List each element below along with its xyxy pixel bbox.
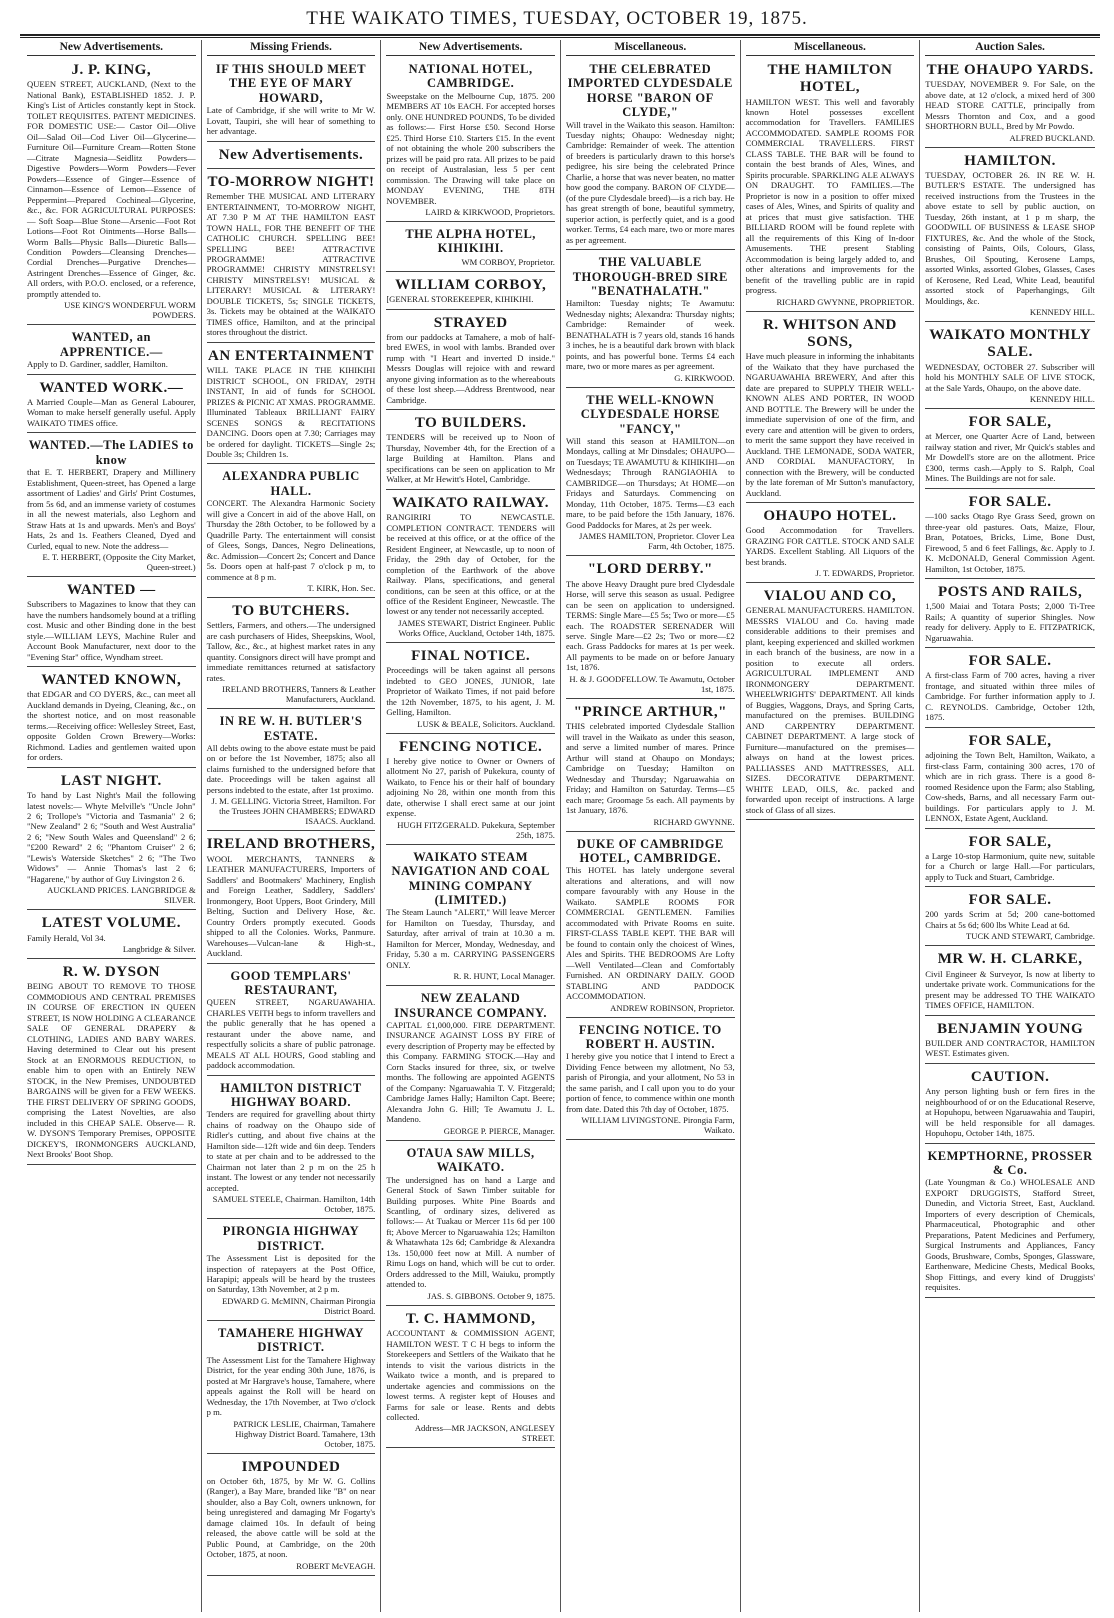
ad-headline: FOR SALE. [968, 493, 1052, 510]
advertisement [27, 377, 196, 434]
ad-headline: CAUTION. [970, 1068, 1050, 1085]
ad-body: WEDNESDAY, OCTOBER 27. Subscriber will hold his MONTHLY SALE OF LIVE STOCK, at the Sale Yards, Ohaupo, on the above date. [925, 361, 1095, 393]
advertisement [27, 327, 196, 374]
ad-headline: DUKE OF CAMBRIDGE HOTEL, CAMBRIDGE. [576, 836, 724, 865]
ad-headline: OHAUPO HOTEL. [763, 507, 897, 524]
masthead: THE WAIKATO TIMES, TUESDAY, OCTOBER 19, 1875. [306, 8, 808, 29]
ad-body: Have much pleasure in informing the inhabitants of the Waikato that they have purchased the NGARUAWAHIA BREWERY, And after this date are prepared to SUPPLY THEIR WELL-KNOWN ALES AND PORTER, IN WOOD AND BOTTLE. The Brewery will be under the immediate supervision of one of the firm, and every care and attention will be given to orders, to merit the same support they have received in Auckland. THE LEMONADE, SODA WATER, AND CORDIAL MANUFACTORY, In connection with the Brewery, will be conducted by the late foreman of Mr Sutton's manufactory, Auckland. [745, 351, 915, 498]
column-heading: Auction Sales. [925, 40, 1095, 56]
ad-body: Civil Engineer & Surveyor, Is now at liberty to undertake private work. Communications for the present may be addressed TO THE WAIKATO TIMES OFFICE, HAMILTON. [925, 968, 1095, 1011]
column-heading: New Advertisements. [27, 40, 196, 56]
column-heading: Miscellaneous. [746, 40, 915, 56]
ad-body: Any person lighting bush or fern fires in the neighbourhood of or on the Educational Reserve, at Hopuhopu, between Ngaruawahia and Taupiri, will be held responsible for all damages. Hopuhopu, October 14th, 1875. [925, 1086, 1095, 1139]
advertisement [925, 491, 1095, 579]
advertisement [27, 435, 196, 577]
ad-body: —100 sacks Otago Rye Grass Seed, grown on three-year old pastures. Oats, Maize, Flour, Bran, Potatoes, Bricks, Lime, Bone Dust, Firewood, 5 and 6 feet Fallings, &c. Apply to J. K. McDONALD, General Commission Agent. Hamilton, 1st October, 1875. [925, 511, 1095, 574]
ad-headline: WANTED, an APPRENTICE.— [59, 330, 163, 359]
column-heading: Miscellaneous. [566, 40, 735, 56]
advertisement [27, 669, 196, 768]
ad-signature: RICHARD GWYNNE. [653, 816, 735, 827]
column-3 [381, 40, 561, 1612]
ad-headline: IRELAND BROTHERS, [206, 836, 376, 853]
ad-body: The undersigned has on hand a Large and General Stock of Sawn Timber suitable for Building purposes. White Pine Boards and Scantling, of ordinary sizes, delivered as follows:— At Tuakau or Mercer 11s 6d per 100 ft; Above Mercer to Ngaruawahia 12s; Hamilton & Whatawhata 12s 6d; Cambridge & Alexandra 13s. 150,000 feet now at Mill. A number of Rimu Logs on hand, which will be cut to order. Orders addressed to the Mill, Waiuku, promptly attended to. [386, 1174, 555, 1290]
ad-headline: HAMILTON DISTRICT HIGHWAY BOARD. [220, 1080, 362, 1110]
ad-body: I hereby give you notice that I intend to Erect a Dividing Fence between my allotment, No 53, parish of Pirongia, and your allotment, No 53 in the same parish, and I call upon you to do your portion of fence, to commence within one month from date. Dated this 7th day of October, 1875. [565, 1051, 735, 1114]
ad-body: GENERAL MANUFACTURERS. HAMILTON. MESSRS VIALOU and Co. having made considerable additions to their premises and plant, keeping experienced and skilled workmen in each branch of the business, are now in a position to execute all orders. AGRICULTURAL IMPLEMENT AND IRONMONGERY DEPARTMENT. WHEELWRIGHTS' DEPARTMENT. All kinds of Buggies, Waggons, Drays, and Spring Carts, manufactured on the premises. BUILDING AND CARPENTRY DEPARTMENT. CABINET DEPARTMENT. A large stock of Furniture—manufactured on the premises—always on hand at the lowest prices. PALLIASSES AND MATTRESSES, ALL SIZES. DECORATIVE DEPARTMENT. WHITE LEAD, OILS, &c. packed and forwarded upon receipt of instructions. A large stock of Glass of all sizes. [745, 605, 915, 815]
advertisement [386, 1308, 555, 1449]
ad-signature: EDWARD G. McMINN, Chairman Pirongia District Board. [222, 1295, 376, 1316]
column-heading: Missing Friends. [207, 40, 376, 56]
advertisement [746, 59, 915, 312]
ad-headline: IMPOUNDED [241, 1458, 341, 1475]
ad-signature: G. KIRKWOOD. [674, 372, 735, 383]
ad-signature: J. M. GELLING. Victoria Street, Hamilton. For the Trustees JOHN CHAMBERS; EDWARD ISAACS. Auckland. [211, 796, 376, 827]
ad-body: a Large 10-stop Harmonium, quite new, suitable for a Church or large Hall.—For particulars, apply to Tuck and Stuart, Cambridge. [925, 850, 1095, 882]
advertisement [925, 324, 1095, 409]
advertisement [207, 144, 376, 169]
ad-body: QUEEN STREET, NGARUAWAHIA. CHARLES VEITH begs to inform travellers and the public generally that he has opened a restaurant under the above name, and respectfully solicits a share of public patronage. MEALS AT ALL HOURS, Good stabling and paddock accommodation. [206, 997, 376, 1071]
ad-body: The Assessment List for the Tamahere Highway District, for the year ending 30th June, 1876, is posted at Mr Hargrave's house, Tamahere, where appeals against the Roll will be heard on Wednesday, the 17th November, at Two o'clock p m. [206, 1354, 376, 1418]
ad-headline: WANTED KNOWN, [41, 672, 182, 689]
ad-signature: KENNEDY HILL. [1029, 307, 1095, 318]
advertisement [386, 312, 555, 411]
ad-body: CAPITAL £1,000,000. FIRE DEPARTMENT. INSURANCE AGAINST LOSS BY FIRE of every description of Property may be effected by this Company. FARMING STOCK.—Hay and Corn Stacks insured for three, six, or twelve months. The following are appointed AGENTS of the Company: Ngaruawahia T. V. Fitzgerald; Cambridge James Hally; Hamilton Capt. Beere; Alexandra John G. Hill; Te Awamutu J. L. Mandeno. [386, 1019, 555, 1125]
ad-signature: LUSK & BEALE, Solicitors. Auckland. [417, 718, 555, 729]
advertisement [925, 730, 1095, 829]
ad-headline: MR W. H. CLARKE, [937, 951, 1083, 968]
advertisement [386, 847, 555, 986]
ad-body: WILL TAKE PLACE IN THE KIHIKIHI DISTRICT SCHOOL, ON FRIDAY, 29TH INSTANT, In aid of funds for SCHOOL PRIZES & PICNIC AT XMAS. PROGRAMME. Illuminated Tableaux BRILLIANT FAIRY SCENES SONGS & RECITATIONS DANCING. Doors open at 7.30; Carriages may be ordered for daylight. TICKETS—Single 2s; Double 3s; Children 1s. [206, 365, 376, 459]
ad-body: BEING ABOUT TO REMOVE TO THOSE COMMODIOUS AND CENTRAL PREMISES IN COURSE OF ERECTION IN QUEEN STREET, IS NOW HOLDING A CLEARANCE SALE OF GENERAL DRAPERY & CLOTHING, LADIES AND BABY WARES. Having determined to Clear out his present Stock at an ENORMOUS REDUCTION, to enable him to open with an Entirely NEW STOCK, in the New Premises, UNDOUBTED BARGAINS will be given for a FEW WEEKS. THE FIRST DELIVERY OF SPRING GOODS, comprising the Latest Novelties, are also included in this CHEAP SALE. Observe— R. W. DYSON'S Temporary Premises, OPPOSITE DICKEY'S, IRONMONGERS AUCKLAND, Next Brooks' Boot Shop. [27, 981, 196, 1160]
ad-headline: THE ALPHA HOTEL, KIHIKIHI. [405, 227, 536, 256]
advertisement [925, 889, 1095, 946]
advertisement [925, 831, 1095, 888]
ad-headline: FENCING NOTICE. [398, 738, 543, 755]
ad-body: Sweepstake on the Melbourne Cup, 1875. 200 MEMBERS AT 10s EACH. For accepted horses only. ONE HUNDRED POUNDS, To be divided as follows:— First Horse £50. Second Horse £25. Third Horse £10. Starters £15. In the event of not obtaining the whole 200 subscribers the prizes will be paid pro rata. All prizes to be paid on receipt of Australasian, less 5 per cent commission. The Drawing will take place on MONDAY EVENING, THE 8TH NOVEMBER. [386, 90, 555, 206]
advertisement [27, 912, 196, 959]
ad-body: Tenders are required for gravelling about thirty chains of roadway on the Ohaupo side of Ridler's cutting, and about five chains at the Hamilton side—12ft wide and 6in deep. Tenders to state at per chain and to be addressed to the Chairman not later than 2 p m on the 25 h instant. The lowest or any tender not necessarily accepted. [206, 1109, 376, 1193]
ad-headline: WANTED WORK.— [39, 379, 184, 396]
ad-body: Settlers, Farmers, and others.—The undersigned are cash purchasers of Hides, Sheepskins, Wool, Tallow, &c., &c., at highest market rates in any quantity. Consignors direct will have prompt and immediate remittances returned at satisfactory rates. [206, 620, 376, 683]
ad-body: that E. T. HERBERT, Drapery and Millinery Establishment, Queen-street, has Opened a large assortment of Ladies' and Girls' Print Costumes, from 5s 6d, and an immense variety of costumes in all the newest materials, also Leghorn and Straw Hats at 1s and upwards. Men's and Boys' Hats, 2s and 1s. Feathers Cleaned, Dyed and Curled, equal to new. Note the address— [27, 467, 196, 551]
ad-headline: WAIKATO MONTHLY SALE. [929, 327, 1092, 361]
ad-body: BUILDER AND CONTRACTOR, HAMILTON WEST. Estimates given. [925, 1037, 1095, 1059]
ad-headline: PIRONGIA HIGHWAY DISTRICT. [222, 1224, 360, 1253]
advertisement [386, 988, 555, 1141]
ad-body: A Married Couple—Man as General Labourer, Woman to make herself generally useful. Apply WAIKATO TIMES office. [27, 396, 196, 428]
advertisement [386, 1143, 555, 1306]
ad-body: adjoining the Town Belt, Hamilton, Waikato, a first-class Farm, containing 300 acres, 170 of which are in rich grass. There is a good 8-roomed Residence upon the Farm; also Stabling, Cow-sheds, Barns, and all necessary Farm out-buildings. For particulars apply to J. M. LENNOX, Estate Agent, Auckland. [925, 750, 1095, 824]
column-4 [561, 40, 741, 1612]
advertisement [386, 59, 555, 222]
advertisement [207, 466, 376, 598]
advertisement [207, 1323, 376, 1454]
advertisement [746, 505, 915, 583]
masthead-rule [20, 34, 1100, 38]
advertisement [386, 492, 555, 643]
advertisement [207, 59, 376, 142]
ad-signature: ALFRED BUCKLAND. [1009, 132, 1095, 143]
ad-signature: LAIRD & KIRKWOOD, Proprietors. [425, 207, 555, 218]
column-1 [22, 40, 202, 1612]
advertisement [207, 711, 376, 831]
ad-body: RANGIRIRI TO NEWCASTLE. COMPLETION CONTRACT. TENDERS will be received at this office, or at the office of the Resident Engineer, at Newcastle, up to noon of Friday, the 29th day of October, for the completion of the Earthwork of the above Railway. Plans, specifications, and general conditions, can be seen at this office, or at the office of the Resident Engineer, Newcastle. The lowest or any tender not necessarily accepted. [386, 512, 555, 617]
ad-signature: KENNEDY HILL. [1029, 394, 1095, 405]
ad-headline: TO-MORROW NIGHT! [207, 173, 375, 190]
ad-headline: HAMILTON. [964, 152, 1056, 169]
ad-body: THIS celebrated imported Clydesdale Stallion will travel in the Waikato as under this season, and serve a limited number of mares. Prince Arthur will stand at Ohaupo on Mondays; Cambridge on Tuesday; Hamilton on Wednesday and Thursday; Ngaruawahia on Friday; and Hamilton on Saturday. Terms—£5 each mare; Groomage 5s each. All payments by 1st January, 1876. [565, 721, 735, 816]
ad-signature: GEORGE P. PIERCE, Manager. [443, 1125, 555, 1136]
advertisement [207, 345, 376, 465]
ad-headline: TAMAHERE HIGHWAY DISTRICT. [218, 1325, 364, 1355]
ad-headline: R. W. DYSON [62, 964, 160, 981]
advertisement [386, 736, 555, 845]
advertisement [925, 948, 1095, 1015]
ad-headline: FINAL NOTICE. [411, 647, 531, 664]
ad-signature: T. KIRK, Hon. Sec. [307, 583, 376, 594]
ad-headline: FOR SALE, [968, 414, 1052, 431]
ad-signature: WM CORBOY, Proprietor. [461, 256, 555, 267]
ad-body: 1,500 Maiai and Totara Posts; 2,000 Ti-Tree Rails; A quantity of superior Shingles. Now ready for delivery. Apply to E. FITZPATRICK, Ngaruawahia. [925, 601, 1095, 643]
advertisement [207, 833, 376, 963]
ad-body: from our paddocks at Tamahere, a mob of half-bred EWES, in wool with lambs. Branded over rump with "I Heart and inverted D inside." Messrs Douglas will rejoice with and reward anyone giving information as to the whereabouts of these lost sheep.—Address Brentwood, near Cambridge. [386, 331, 555, 405]
column-5 [741, 40, 921, 1612]
ad-body: 200 yards Scrim at 5d; 200 cane-bottomed Chairs at 5s 6d; 600 lbs White Lead at 6d. [925, 909, 1095, 930]
ad-body: [GENERAL STOREKEEPER, KIHIKIHI. [386, 294, 534, 305]
advertisement [207, 966, 376, 1076]
ad-body: Remember THE MUSICAL AND LITERARY ENTERTAINMENT, TO-MORROW NIGHT, AT 7.30 P M AT THE HAMILTON EAST TOWN HALL, FOR THE BENEFIT OF THE CATHOLIC CHURCH. SPELLING BEE! SPELLING BEE! ATTRACTIVE PROGRAMME! ATTRACTIVE PROGRAMME! CHRISTY MINSTRELSY! CHRISTY MINSTRELSY! MUSICAL & LITERARY! MUSICAL & LITERARY! DOUBLE TICKETS, 5s; SINGLE TICKETS, 3s. Tickets may be obtained at the WAIKATO TIMES office, Hamilton, and at the principal stores throughout the district. [206, 191, 376, 338]
ad-signature: RICHARD GWYNNE, PROPRIETOR. [776, 296, 915, 307]
ad-headline: IN RE W. H. BUTLER'S ESTATE. [219, 714, 363, 743]
ad-headline: WANTED.—The LADIES to know [28, 438, 194, 467]
ad-signature: J. T. EDWARDS, Proprietor. [815, 568, 915, 579]
ad-headline: TO BUTCHERS. [232, 603, 350, 620]
advertisement [207, 171, 376, 343]
ad-signature: USE KING'S WONDERFUL WORM POWDERS. [64, 300, 196, 321]
advertisement [925, 411, 1095, 489]
ad-headline: WANTED — [67, 581, 156, 598]
ad-body: Proceedings will be taken against all persons indebted to GEO JONES, JUNIOR, late Proprietor of Waikato Times, if not paid before the 12th November, 1875, to his agent, J. M. Gelling, Hamilton. [386, 665, 555, 718]
ad-signature: ANDREW ROBINSON, Proprietor. [610, 1002, 735, 1013]
ad-body: To hand by Last Night's Mail the following latest novels:— Whyte Melville's "Uncle John" 2 6; Trollope's "Victoria and Tasmania" 2 6; "New Zealand" 2 6; "South and West Australia" 2 6; "New South Wales and Queensland" 2 6; "£200 Reward" 2 6; "Phantom Cruiser" 2 6; "Lewis's Waterside Sketches" 2 6; "The Two Widows" — Annie Thomas's last 2 6; "Hagarene," by author of Guy Livingston 2 6. [27, 790, 196, 884]
column-2 [202, 40, 382, 1612]
ad-headline: "PRINCE ARTHUR," [573, 703, 727, 720]
advertisement [207, 1078, 376, 1220]
advertisement [207, 1456, 376, 1576]
ad-signature: IRELAND BROTHERS, Tanners & Leather Manufacturers, Auckland. [222, 684, 376, 705]
ad-signature: PATRICK LESLIE, Chairman, Tamahere Highway District Board. Tamahere, 13th October, 1875. [233, 1418, 376, 1449]
ad-headline: NEW ZEALAND INSURANCE COMPANY. [394, 991, 548, 1020]
ad-headline: THE VALUABLE THOROUGH-BRED SIRE "BENATHALATH." [572, 255, 728, 299]
ad-body: TENDERS will be received up to Noon of Thursday, November 4th, for the Erection of a large Building at Hamilton. Plans and specifications can be seen on application to Mr Walker, at Mr Hewitt's Hotel, Cambridge. [386, 432, 555, 485]
advertisement [207, 600, 376, 709]
ad-signature: SAMUEL STEELE, Chairman. Hamilton, 14th October, 1875. [212, 1194, 376, 1215]
ad-headline: ALEXANDRA PUBLIC HALL. [222, 469, 360, 498]
ad-body: QUEEN STREET, AUCKLAND, (Next to the National Bank), ESTABLISHED 1852. J. P. King's List of Articles constantly kept in Stock. TOILET REQUISITES. PATENT MEDICINES. FOR DOMESTIC USE:— Castor Oil—Olive Oil—Salad Oil—Cod Liver Oil—Glycerine—Furniture Oil—Furniture Cream—Rotten Stone—Citrate Magnesia—Seidlitz Powders—Digestive Powders—Worm Powders—Fever Powders—Essence of Ginger—Essence of Cinnamon—Essence of Lemon—Essence of Peppermint—Prepared Cochineal—Glycerine, &c., &c. FOR AGRICULTURAL PURPOSES:— Soft Soap—Blue Stone—Arsenic—Foot Rot Lotions—Foot Rot Ointments—Horse Balls—Worm Balls—Physic Balls—Diuretic Balls—Condition Powders—Cleansing Drenches—Cordial Drenches—Purgative Drenches—Astringent Drenches—Essence of Ginger, &c. All orders, with P.O.O. enclosed, or a reference, promptly attended to. [27, 79, 196, 299]
ad-body: Family Herald, Vol 34. [27, 932, 106, 943]
ad-headline: KEMPTHORNE, PROSSER & Co. [927, 1148, 1093, 1177]
advertisement [386, 645, 555, 734]
ad-body: A first-class Farm of 700 acres, having a river frontage, and situated within three miles of Cambridge. For further information apply to J. C. REYNOLDS. Cambridge, October 12th, 1875. [925, 670, 1095, 723]
ad-headline: STRAYED [433, 314, 508, 331]
ad-headline: FOR SALE, [968, 732, 1052, 749]
ad-headline: VIALOU AND CO, [763, 588, 897, 605]
ad-headline: THE OHAUPO YARDS. [926, 62, 1094, 78]
ad-headline: LAST NIGHT. [60, 772, 162, 789]
ad-headline: J. P. KING, [71, 62, 152, 78]
ad-signature: WILLIAM LIVINGSTONE. Pirongia Farm, Waikato. [581, 1115, 735, 1136]
ad-headline: BENJAMIN YOUNG [937, 1020, 1084, 1037]
ad-body: The above Heavy Draught pure bred Clydesdale Horse, will serve this season as usual. Pedigree can be seen on application to undersigned. TERMS: Single Mare—£5 5s; Two or more—£5 each. The ROADSTER SERENADER Will serve. Single Mare—£2 2s; Two or more—£2 each. Grass Paddocks for mares at 1s per week. All payments to be made on or before January 1st, 1876. [565, 578, 735, 673]
ad-headline: WAIKATO STEAM NAVIGATION AND COAL MINING COMPANY (LIMITED.) [391, 849, 550, 907]
column-6 [920, 40, 1100, 1612]
advertisement [925, 59, 1095, 148]
advertisement [566, 558, 735, 699]
advertisement [27, 59, 196, 325]
ad-headline: NATIONAL HOTEL, CAMBRIDGE. [408, 62, 533, 91]
advertisement [386, 224, 555, 272]
advertisement [925, 581, 1095, 648]
advertisement [27, 961, 196, 1164]
ad-headline: AN ENTERTAINMENT [208, 347, 374, 364]
column-heading: New Advertisements. [386, 40, 555, 56]
ad-headline: THE HAMILTON HOTEL, [767, 62, 893, 96]
ad-headline: New Advertisements. [218, 146, 364, 163]
ad-headline: T. C. HAMMOND, [405, 1310, 536, 1327]
ad-body: that EDGAR and CO DYERS, &c., can meet all Auckland demands in Dyeing, Cleaning, &c., on the shortest notice, and on most reasonable terms.—Receiving office: Wellesley Street, East, opposite Golden Crown Brewery—Works: Richmond. Ladies and gentlemen waited upon for orders. [27, 689, 196, 763]
ad-body: The Steam Launch "ALERT," Will leave Mercer for Hamilton on Tuesday, Thursday, and Saturday, after arrival of train at 10.30 a m. Hamilton for Mercer, Monday, Wednesday, and Friday, 5.30 a m. CARRYING PASSENGERS ONLY. [386, 907, 555, 970]
advertisement [746, 314, 915, 503]
advertisement [207, 1221, 376, 1321]
ad-headline: WILLIAM CORBOY, [395, 276, 547, 293]
ad-body: Subscribers to Magazines to know that they can have the numbers handsomely bound at a trifling cost. Music and other Binding done in the best style.—WILLIAM LEYS, Machine Ruler and Account Book Manufacturer, next door to the "Evening Star" office, Wyndham street. [27, 599, 196, 662]
ad-headline: OTAUA SAW MILLS, WAIKATO. [406, 1145, 535, 1175]
ad-signature: HUGH FITZGERALD. Pukekura, September 25th, 1875. [397, 819, 555, 840]
ad-signature: R. R. HUNT, Local Manager. [453, 971, 555, 982]
ad-body: Will travel in the Waikato this season. Hamilton: Tuesday nights; Ohaupo: Wednesday night; Cambridge: Remainder of week. The attention of breeders is particularly drawn to this horse's pedigree, his sire being the celebrated Prince Charlie, a horse that was never beaten, no matter how good the company. BARON OF CLYDE—(of the pure Clydesdale breed)—is a rich bay. He has great strength of bone, beautiful symmetry, superior action, is perfectly quiet, and is a good worker. Terms, £4 each mare, two or more mares as per agreement. [565, 119, 735, 245]
ad-headline: IF THIS SHOULD MEET THE EYE OF MARY HOWARD, [215, 62, 367, 105]
ad-headline: FOR SALE. [968, 653, 1052, 670]
ad-headline: THE CELEBRATED IMPORTED CLYDESDALE HORSE "BARON OF CLYDE," [567, 62, 733, 120]
ad-body: I hereby give notice to Owner or Owners of allotment No 27, parish of Pukekura, county of Waikato, to Fence his or their half of boundary adjoining No 28, within one month from this date, otherwise I shall erect same at our joint expense. [386, 755, 555, 819]
advertisement [566, 59, 735, 250]
advertisement [925, 1146, 1095, 1298]
advertisement [566, 701, 735, 832]
ad-headline: FOR SALE, [968, 833, 1052, 850]
ad-headline: POSTS AND RAILS, [937, 584, 1083, 600]
ad-signature: JAMES STEWART, District Engineer. Public Works Office, Auckland, October 14th, 1875. [398, 617, 555, 638]
ad-signature: JAMES HAMILTON, Proprietor. Clover Lea Farm, 4th October, 1875. [578, 531, 735, 552]
advertisement [566, 252, 735, 388]
ad-signature: Langbridge & Silver. [122, 944, 196, 955]
ad-body: TUESDAY, OCTOBER 26. IN RE W. H. BUTLER'S ESTATE. The undersigned has received instructions from the Trustees in the above estate to sell by public auction, on Tuesday, 26th instant, at 1 p m sharp, the GOODWILL OF BUSINESS & LEASE SHOP FIXTURES, &c. And the whole of the Stock, consisting of Paints, Oils, Colours, Glass, Brushes, Oil Spouting, Kerosene Lamps, assorted Winks, assorted Globes, Glasses, Cases of Kerosene, Red Lead, White Lead, beautiful assorted stock of Paperhangings, Gilt Mouldings, &c. [925, 169, 1095, 306]
ad-body: Will stand this season at HAMILTON—on Mondays, calling at Mr Dinsdales; OHAUPO—on Tuesdays; TE AWAMUTU & KIHIKIHI—on Wednesdays; Through RANGIAOHIA to CAMBRIDGE—on Thursdays; At HOME—on Fridays and Saturdays. Commencing on Monday, 11th October, 1875. Terms—£3 each mare, to be paid before the 15th January, 1876. Good Paddocks for Mares, at 2s per week. [565, 435, 735, 530]
ad-headline: R. WHITSON AND SONS, [763, 316, 897, 350]
advertisement [566, 834, 735, 1018]
ad-signature: AUCKLAND PRICES. LANGBRIDGE & SILVER. [47, 885, 196, 906]
ad-body: ACCOUNTANT & COMMISSION AGENT, HAMILTON WEST. T C H begs to inform the Storekeepers and Settlers of the Waikato that he intends to visit the various districts in the Waikato twice a month, and is prepared to undertake agencies and commissions on the lowest terms. A register kept of Houses and Farms for sale or lease. Rents and debts collected. [386, 1328, 555, 1422]
ad-body: at Mercer, one Quarter Acre of Land, between railway station and river, Mr Quick's stables and Mr Dowdell's store are on the allotment. Price £300, terms cash.—Apply to S. Ralph, Coal Mines. The Buildings are not for sale. [925, 431, 1095, 484]
ad-signature: JAS. S. GIBBONS. October 9, 1875. [427, 1290, 555, 1301]
ad-body: Apply to D. Gardiner, saddler, Hamilton. [27, 359, 168, 370]
ad-headline: LATEST VOLUME. [41, 915, 181, 932]
advertisement [746, 585, 915, 820]
ad-body: Late of Cambridge, if she will write to Mr W. Lovatt, Taupiri, she will hear of something to her advantage. [206, 105, 376, 137]
ad-body: CONCERT. The Alexandra Harmonic Society will give a Concert in aid of the above Hall, on Thursday the 28th October, to be followed by a Quadrille Party. The entertainment will consist of Glees, Songs, Dances, Negro Delineations, &c. Admission—Concert 2s; Concert and Dance 5s. Doors open at half-past 7 o'clock p m, to commence at 8 p m. [206, 498, 376, 582]
ad-headline: TO BUILDERS. [414, 415, 527, 432]
ad-headline: WAIKATO RAILWAY. [392, 494, 549, 511]
ad-signature: ROBERT McVEAGH. [296, 1560, 376, 1571]
advertisement [925, 650, 1095, 728]
ad-body: TUESDAY, NOVEMBER 9. For Sale, on the above date, at 12 o'clock, a mixed herd of 300 HEAD STORE CATTLE, principally from Messrs Thornton and Cox, and a good SHORTHORN BULL, Bred by Mr Powdo. [925, 79, 1095, 132]
ad-signature: E. T. HERBERT, (Opposite the City Market, Queen-street.) [42, 551, 196, 572]
advertisement [27, 770, 196, 911]
ad-headline: "LORD DERBY." [587, 561, 713, 578]
advertisement [925, 1018, 1095, 1064]
ad-body: on October 6th, 1875, by Mr W. G. Collins (Ranger), a Bay Mare, branded like "B" on near shoulder, also a Bay Colt, owners unknown, for being unregistered and damaging Mr Fogarty's damage claimed 10s. In default of being released, the above cattle will be sold at the Public Pound, at Cambridge, on the 20th October, 1875, at noon. [206, 1475, 376, 1560]
advertisement [566, 1020, 735, 1141]
ad-body: This HOTEL has lately undergone several alterations and alterations, and will now compare favourably with any House in the Waikato. SAMPLE ROOMS FOR COMMERCIAL GENTLEMEN. Families accommodated with Private Rooms en suite. FIRST-CLASS TABLE KEPT. THE BAR will be found to contain only the choicest of Wines, Ales and Spirits. THE BEDROOMS Are Lofty—Well Ventilated—Clean and Comfortably Furnished. AN ORDINARY DAILY. GOOD STABLING AND PADDOCK ACCOMMODATION. [565, 865, 735, 1002]
ad-body: (Late Youngman & Co.) WHOLESALE AND EXPORT DRUGGISTS, Stafford Street, Dunedin, and Victoria Street, East, Auckland. Importers of every description of Chemicals, Pharmaceutical, Photographic and other Preparations, Patent Medicines and Perfumery, Surgical Instruments and Appliances, Fancy Goods, Brushware, Combs, Sponges, Glassware, Earthenware, Medicine Chests, Medical Books, Shop Fittings, and every kind of Druggists' requisites. [925, 1177, 1095, 1293]
page-columns [22, 40, 1100, 1612]
ad-headline: FOR SALE. [968, 892, 1052, 909]
ad-body: The Assessment List is deposited for the inspection of ratepayers at the Post Office, Harapipi; appeals will be heard by the trustees on Saturday, 13th November, at 2 p m. [206, 1253, 376, 1295]
ad-body: All debts owing to the above estate must be paid on or before the 1st November, 1875; also all claims furnished to the undersigned before that date. Proceedings will be taken against all persons indebted to the estate, after 1st proximo. [206, 743, 376, 795]
ad-body: HAMILTON WEST. This well and favorably known Hotel possesses excellent accommodation for Travellers. FAMILIES ACCOMMODATED. SAMPLE ROOMS FOR COMMERCIAL TRAVELLERS. FIRST CLASS TABLE. THE BAR will be found to contain the best brands of Ales, Wines, and Spirits procurable. SPARKLING ALE ALWAYS ON DRAUGHT. TO FAMILIES.—The Proprietor is now in a position to offer mixed cases of Ales, Wines, and Spirits of quality and at prices that must give satisfaction. THE BILLIARD ROOM will be found replete with all the requirements of this King of In-door Amusements. THE present Stabling Accommodation is being largely added to, and other alterations and improvements for the benefit of the travelling public are in rapid progress. [745, 96, 915, 296]
advertisement [27, 579, 196, 667]
advertisement [925, 1066, 1095, 1144]
ad-body: Good Accommodation for Travellers. GRAZING FOR CATTLE. STOCK AND SALE YARDS. Excellent Stabling. All Liquors of the best brands. [745, 525, 915, 567]
ad-body: Hamilton: Tuesday nights; Te Awamutu: Wednesday nights; Alexandra: Thursday nights; Cambridge: Remainder of week. BENATHALATH is 7 years old, stands 16 hands 3 inches, he is a beautiful dark brown with black points, and has powerful bone. Terms £4 each mare, two or more mares as per agreement. [565, 298, 735, 372]
ad-headline: FENCING NOTICE. TO ROBERT H. AUSTIN. [578, 1022, 722, 1051]
advertisement [386, 274, 555, 310]
ad-headline: THE WELL-KNOWN CLYDESDALE HORSE "FANCY," [580, 392, 720, 436]
advertisement [925, 150, 1095, 323]
ad-signature: TUCK AND STEWART, Cambridge. [966, 931, 1095, 942]
ad-signature: Address—MR JACKSON, ANGLESEY STREET. [414, 1423, 555, 1444]
advertisement [566, 390, 735, 556]
ad-body: WOOL MERCHANTS, TANNERS & LEATHER MANUFACTURERS, Importers of Saddlers' and Bootmakers' Machinery, English and Foreign Leather, Saddlery, Saddlers' Ironmongery, Boot Uppers, Boot Grindery, Mill Belting, Suction and Delivery Hose, &c. Country Orders promptly executed. Goods shipped to all the Colonies. Works, Panmure. Warehouses—Vulcan-lane & High-st., Auckland. [206, 853, 376, 959]
ad-headline: GOOD TEMPLARS' RESTAURANT, [230, 968, 352, 997]
advertisement [386, 412, 555, 490]
ad-signature: H. & J. GOODFELLOW. Te Awamutu, October 1st, 1875. [569, 673, 735, 694]
